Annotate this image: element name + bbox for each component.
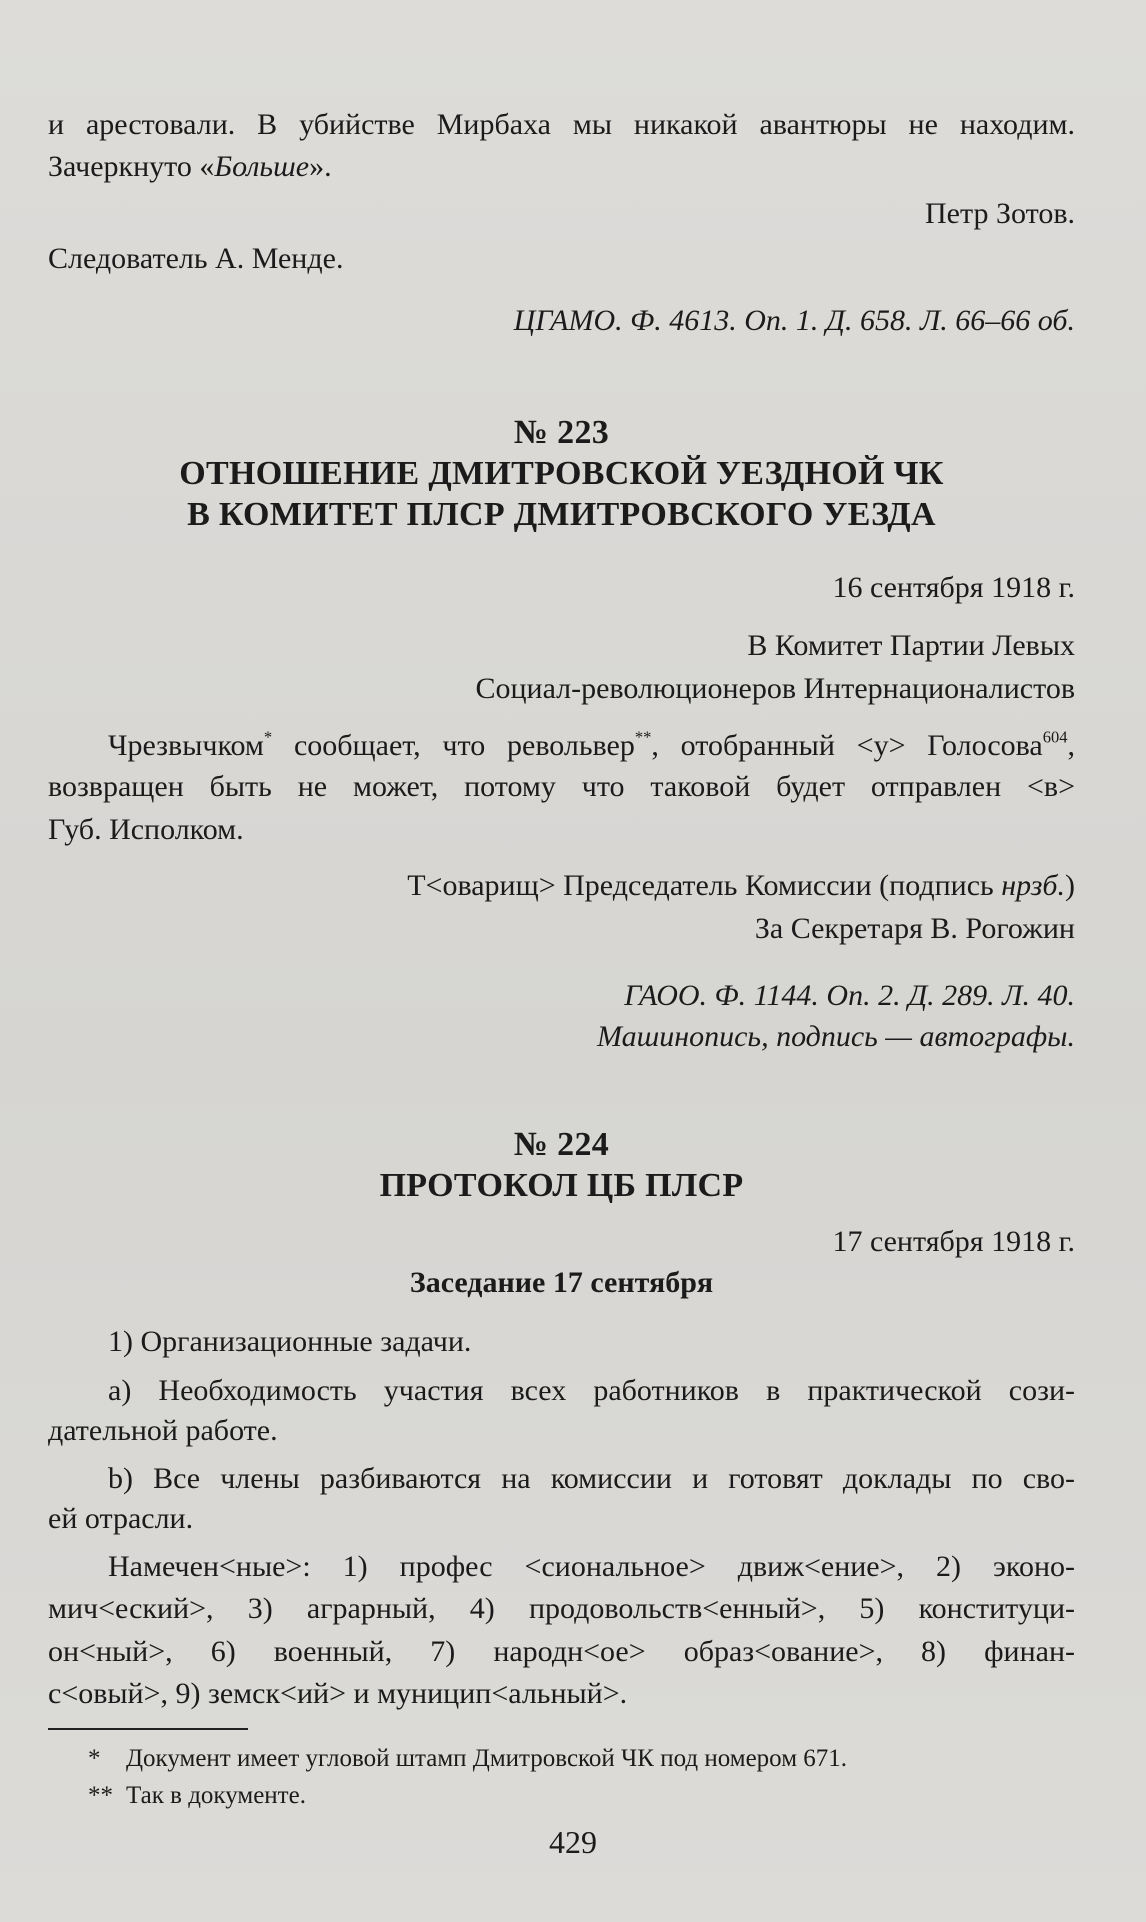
- doc-223-number: № 223: [513, 414, 610, 451]
- doc-224-item-b-line2: ей отрасли.: [48, 1502, 194, 1535]
- doc-224-date: 17 сентября 1918 г.: [832, 1225, 1075, 1258]
- text-line: и арестовали. В убийстве Мирбаха мы никакой авантюры не находим.: [48, 108, 1075, 141]
- doc-224-list-line3: он<ный>, 6) военный, 7) народн<ое> образ<ование>, 8) финан-: [48, 1635, 1075, 1668]
- doc-223-chairman-signature: Т<оварищ> Председатель Комиссии (подпись нрзб.): [407, 869, 1075, 902]
- doc-223-body-line2: возвращен быть не может, потому что таковой будет отправлен <в>: [48, 770, 1075, 803]
- doc-223-body-line3: Губ. Исполком.: [48, 813, 244, 846]
- doc-224-list-line4: с<овый>, 9) земск<ий> и муницип<альный>.: [48, 1677, 628, 1710]
- doc-224-item-a-line2: дательной работе.: [48, 1414, 278, 1447]
- footnote-1: [88, 1743, 847, 1775]
- doc-224-item-1: 1) Организационные задачи.: [108, 1325, 472, 1358]
- doc-224-title: ПРОТОКОЛ ЦБ ПЛСР: [379, 1167, 744, 1204]
- doc-224-number: № 224: [513, 1126, 610, 1163]
- footnote-divider: [48, 1728, 248, 1730]
- investigator-signature: Следователь А. Менде.: [48, 242, 344, 275]
- strikethrough-note: Зачеркнуто «Больше».: [48, 150, 332, 183]
- footnote-text: Документ имеет угловой штамп Дмитровской ЧК под номером 671.: [126, 1745, 848, 1772]
- doc-223-archive-note: Машинопись, подпись — автографы.: [597, 1020, 1075, 1053]
- signature: Петр Зотов.: [925, 197, 1075, 230]
- doc-223-body-line1: Чрезвычком* сообщает, что револьвер**, отобранный <у> Голосова$^{604}$,: [108, 727, 1075, 762]
- doc-223-addressee-line2: Социал-революционеров Интернационалистов: [475, 672, 1075, 705]
- doc-224-session-heading: Заседание 17 сентября: [409, 1266, 714, 1299]
- doc-223-secretary-signature: За Секретаря В. Рогожин: [754, 912, 1075, 945]
- archive-reference: ЦГАМО. Ф. 4613. Оп. 1. Д. 658. Л. 66–66 об.: [513, 304, 1075, 337]
- footnote-2: [88, 1780, 306, 1812]
- footnote-mark: **: [88, 1782, 113, 1809]
- doc-224-list-line1: Намечен<ные>: 1) профес <сиональное> движ<ение>, 2) эконо-: [108, 1550, 1075, 1583]
- page-number: 429: [549, 1824, 597, 1860]
- doc-223-title-line2: В КОМИТЕТ ПЛСР ДМИТРОВСКОГО УЕЗДА: [187, 496, 936, 533]
- doc-224-list-line2: мич<еский>, 3) аграрный, 4) продовольств<енный>, 5) конституци-: [48, 1592, 1075, 1625]
- doc-223-archive-reference: ГАОО. Ф. 1144. Оп. 2. Д. 289. Л. 40.: [624, 979, 1075, 1012]
- doc-223-addressee-line1: В Комитет Партии Левых: [747, 629, 1075, 662]
- footnote-mark: *: [88, 1745, 101, 1772]
- doc-224-item-a-line1: а) Необходимость участия всех работников в практической сози-: [108, 1374, 1075, 1407]
- footnote-text: Так в документе.: [126, 1782, 306, 1809]
- doc-223-date: 16 сентября 1918 г.: [832, 571, 1075, 604]
- doc-223-title-line1: ОТНОШЕНИЕ ДМИТРОВСКОЙ УЕЗДНОЙ ЧК: [179, 455, 944, 492]
- doc-224-item-b-line1: b) Все члены разбиваются на комиссии и готовят доклады по сво-: [108, 1462, 1075, 1495]
